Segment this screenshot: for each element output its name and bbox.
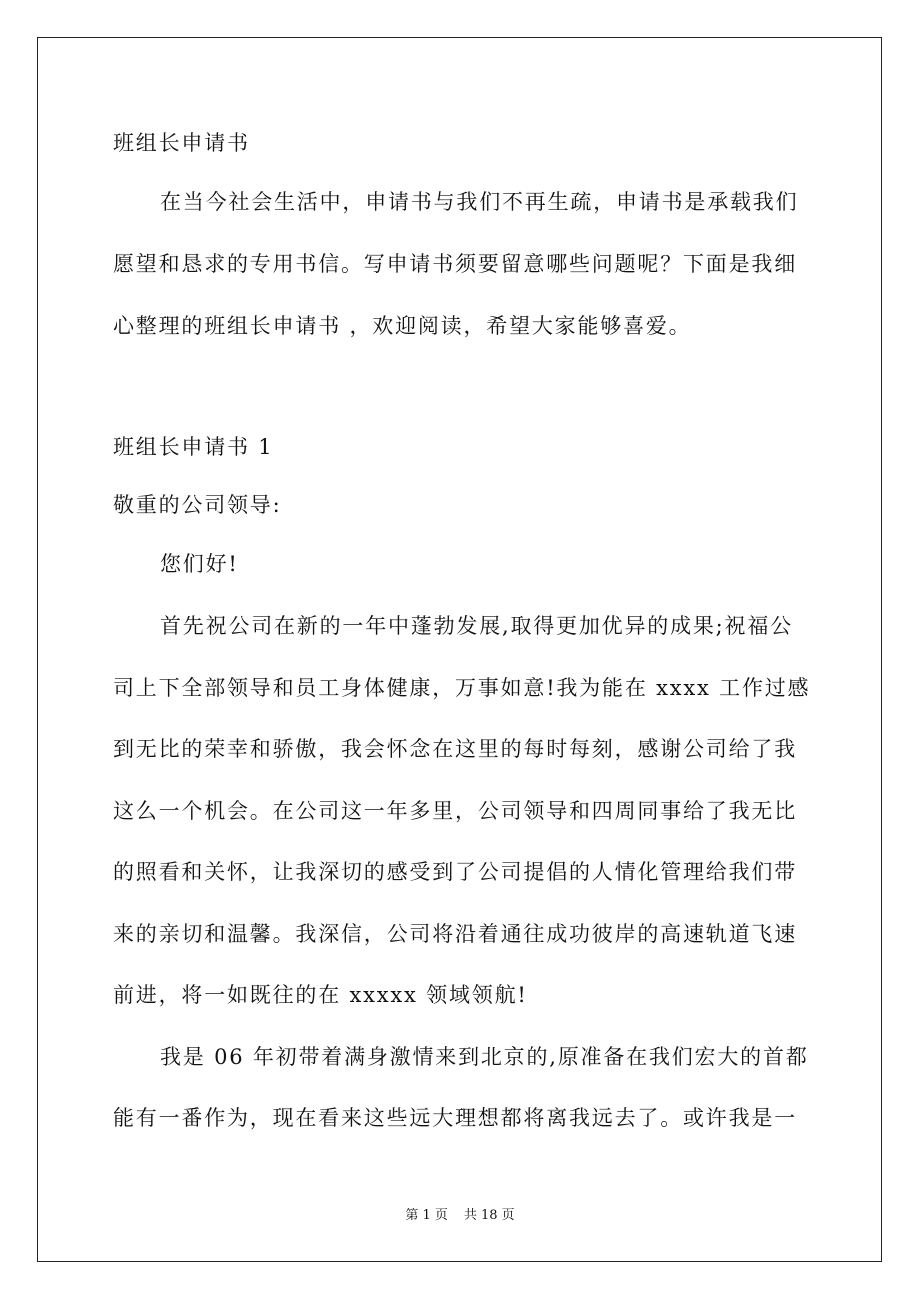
intro-line: 心整理的班组长申请书 ，欢迎阅读，希望大家能够喜爱。 (113, 314, 692, 338)
page-number: 第 1 页 (405, 1208, 448, 1223)
paragraph-line: 来的亲切和温馨。我深信，公司将沿着通往成功彼岸的高速轨道飞速 (113, 922, 797, 946)
greeting: 您们好! (160, 552, 239, 576)
paragraph-line: 这么一个机会。在公司这一年多里，公司领导和四周同事给了我无比 (113, 799, 797, 823)
paragraph-line: 到无比的荣幸和骄傲，我会怀念在这里的每时每刻，感谢公司给了我 (113, 737, 797, 761)
intro-line: 在当今社会生活中，申请书与我们不再生疏，申请书是承载我们 (160, 190, 799, 214)
paragraph-line: 司上下全部领导和员工身体健康，万事如意!我为能在 xxxx 工作过感 (113, 676, 811, 700)
intro-line: 愿望和恳求的专用书信。写申请书须要留意哪些问题呢？下面是我细 (113, 252, 797, 276)
section-title: 班组长申请书 1 (113, 435, 274, 459)
document-title: 班组长申请书 (113, 131, 250, 155)
page-footer (0, 1209, 920, 1222)
paragraph-line: 的照看和关怀，让我深切的感受到了公司提倡的人情化管理给我们带 (113, 860, 797, 884)
salutation: 敬重的公司领导: (113, 493, 282, 517)
page-total: 共 18 页 (463, 1208, 515, 1223)
paragraph-line: 首先祝公司在新的一年中蓬勃发展,取得更加优异的成果;祝福公 (160, 614, 793, 638)
paragraph-line: 前进，将一如既往的在 xxxxx 领域领航! (113, 983, 528, 1007)
paragraph-line: 我是 06 年初带着满身激情来到北京的,原准备在我们宏大的首都 (160, 1045, 809, 1069)
page-border (37, 37, 882, 1262)
paragraph-line: 能有一番作为，现在看来这些远大理想都将离我远去了。或许我是一 (113, 1106, 797, 1130)
